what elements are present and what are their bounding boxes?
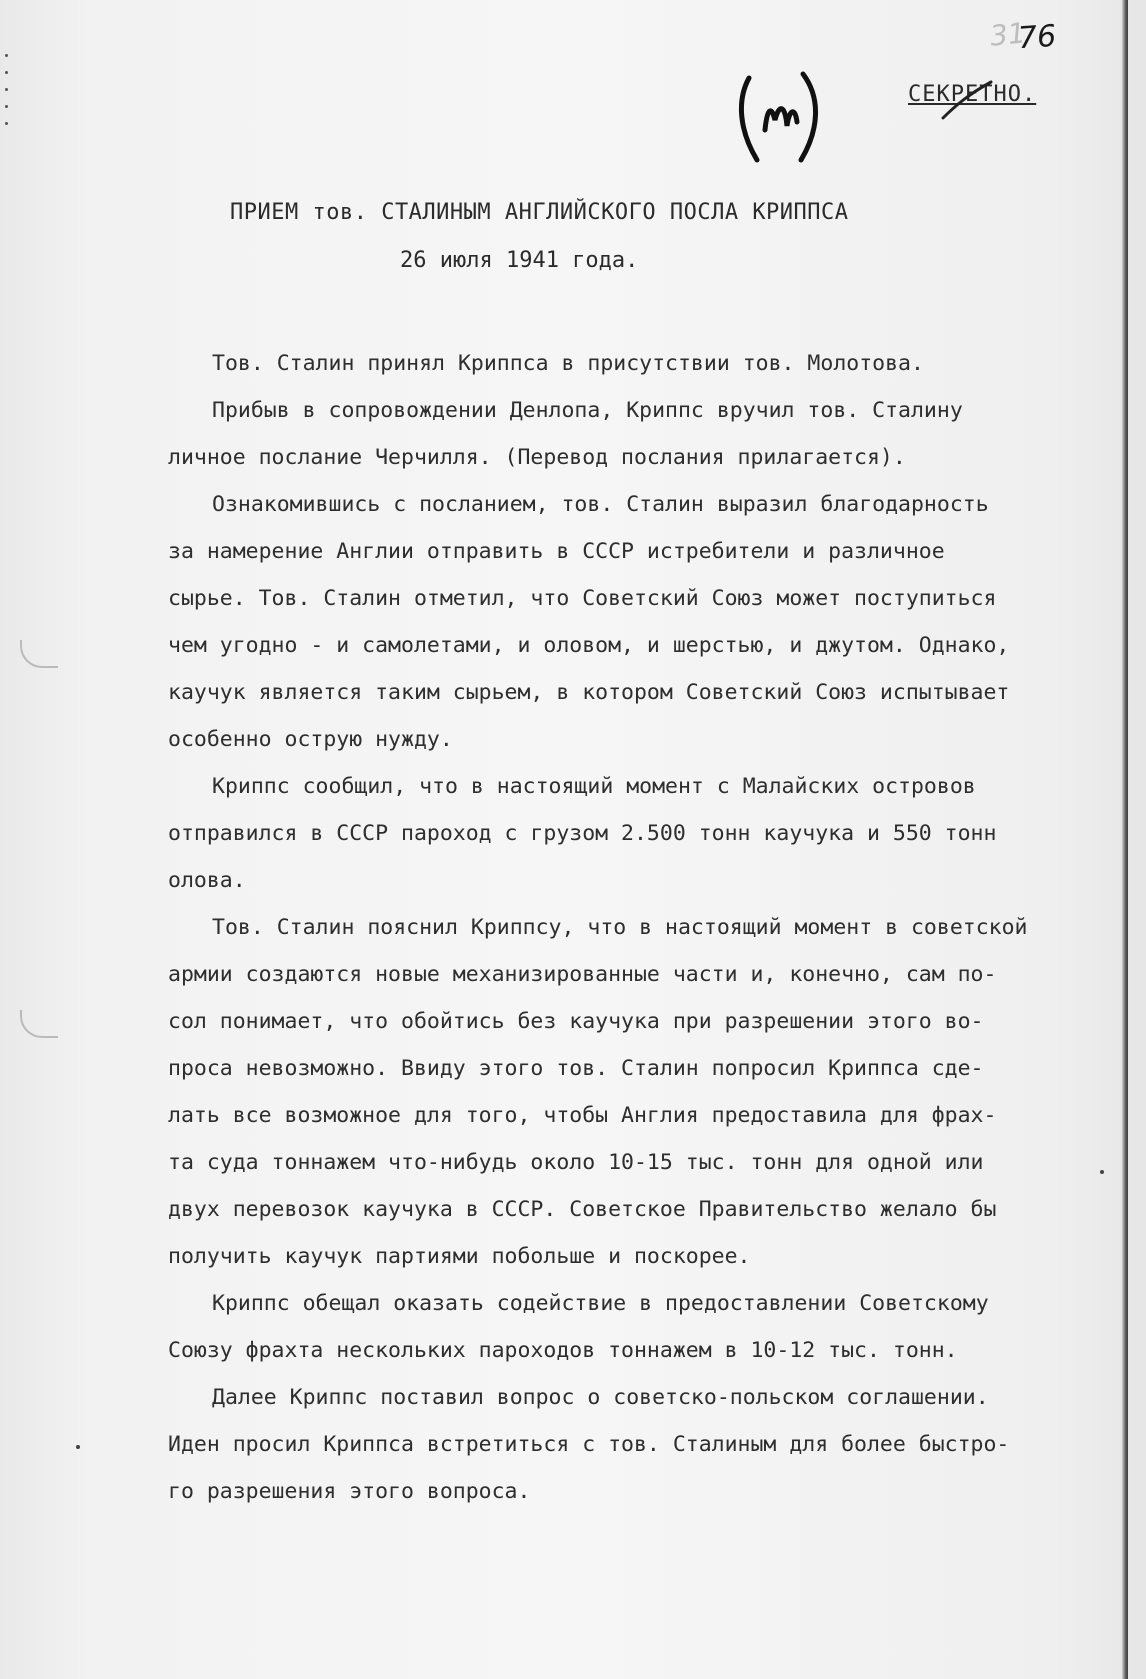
text-line: го разрешения этого вопроса. — [168, 1479, 531, 1504]
text-line: Тов. Сталин принял Криппса в присутствии тов. Молотова. — [212, 351, 924, 376]
paper-speck — [1100, 1170, 1104, 1174]
faint-page-number: 31 — [988, 16, 1028, 53]
text-line: лать все возможное для того, чтобы Англия предоставила для фрах- — [168, 1103, 997, 1128]
text-line: Криппс сообщил, что в настоящий момент с Малайских островов — [212, 774, 976, 799]
text-line: получить каучук партиями побольше и поскорее. — [168, 1244, 751, 1269]
text-line: двух перевозок каучука в СССР. Советское Правительство желало бы — [168, 1197, 997, 1222]
text-line: за намерение Англии отправить в СССР истребители и различное — [168, 539, 945, 564]
text-line: Ознакомившись с посланием, тов. Сталин выразил благодарность — [212, 492, 989, 517]
text-line: Прибыв в сопровождении Денлопа, Криппс вручил тов. Сталину — [212, 398, 963, 423]
text-line: каучук является таким сырьем, в котором Советский Союз испытывает — [168, 680, 1010, 705]
handwritten-mark-icon — [735, 70, 825, 165]
text-line: Тов. Сталин пояснил Криппсу, что в настоящий момент в советской — [212, 915, 1028, 940]
document-date: 26 июля 1941 года. — [400, 248, 639, 273]
text-line: личное послание Черчилля. (Перевод послания прилагается). — [168, 445, 906, 470]
punch-hole-mark — [20, 1010, 58, 1038]
text-line: чем угодно - и самолетами, и оловом, и шерстью, и джутом. Однако, — [168, 633, 1010, 658]
text-line: особенно острую нужду. — [168, 727, 453, 752]
page-number: 76 — [1016, 18, 1058, 57]
text-line: сол понимает, что обойтись без каучука при разрешении этого во- — [168, 1009, 984, 1034]
text-line: Далее Криппс поставил вопрос о советско-польском соглашении. — [212, 1385, 989, 1410]
strike-through-icon — [935, 78, 995, 123]
punch-hole-mark — [20, 640, 58, 668]
text-line: отправился в СССР пароход с грузом 2.500 тонн каучука и 550 тонн — [168, 821, 997, 846]
document-body — [168, 340, 1123, 1515]
text-line: сырье. Тов. Сталин отметил, что Советский Союз может поступиться — [168, 586, 997, 611]
text-line: проса невозможно. Ввиду этого тов. Сталин попросил Криппса сде- — [168, 1056, 984, 1081]
text-line: армии создаются новые механизированные части и, конечно, сам по- — [168, 962, 997, 987]
punch-marks — [2, 40, 12, 160]
classification-stamp: СЕКРЕТНО. — [908, 82, 1037, 107]
text-line: Криппс обещал оказать содействие в предоставлении Советскому — [212, 1291, 989, 1316]
text-line: Союзу фрахта нескольких пароходов тоннажем в 10-12 тыс. тонн. — [168, 1338, 958, 1363]
paper-speck — [76, 1445, 80, 1449]
text-line: та суда тоннажем что-нибудь около 10-15 тыс. тонн для одной или — [168, 1150, 984, 1175]
text-line: олова. — [168, 868, 246, 893]
document-title: ПРИЕМ тов. СТАЛИНЫМ АНГЛИЙСКОГО ПОСЛА КРИППСА — [230, 200, 849, 225]
text-line: Иден просил Криппса встретиться с тов. Сталиным для более быстро- — [168, 1432, 1010, 1457]
